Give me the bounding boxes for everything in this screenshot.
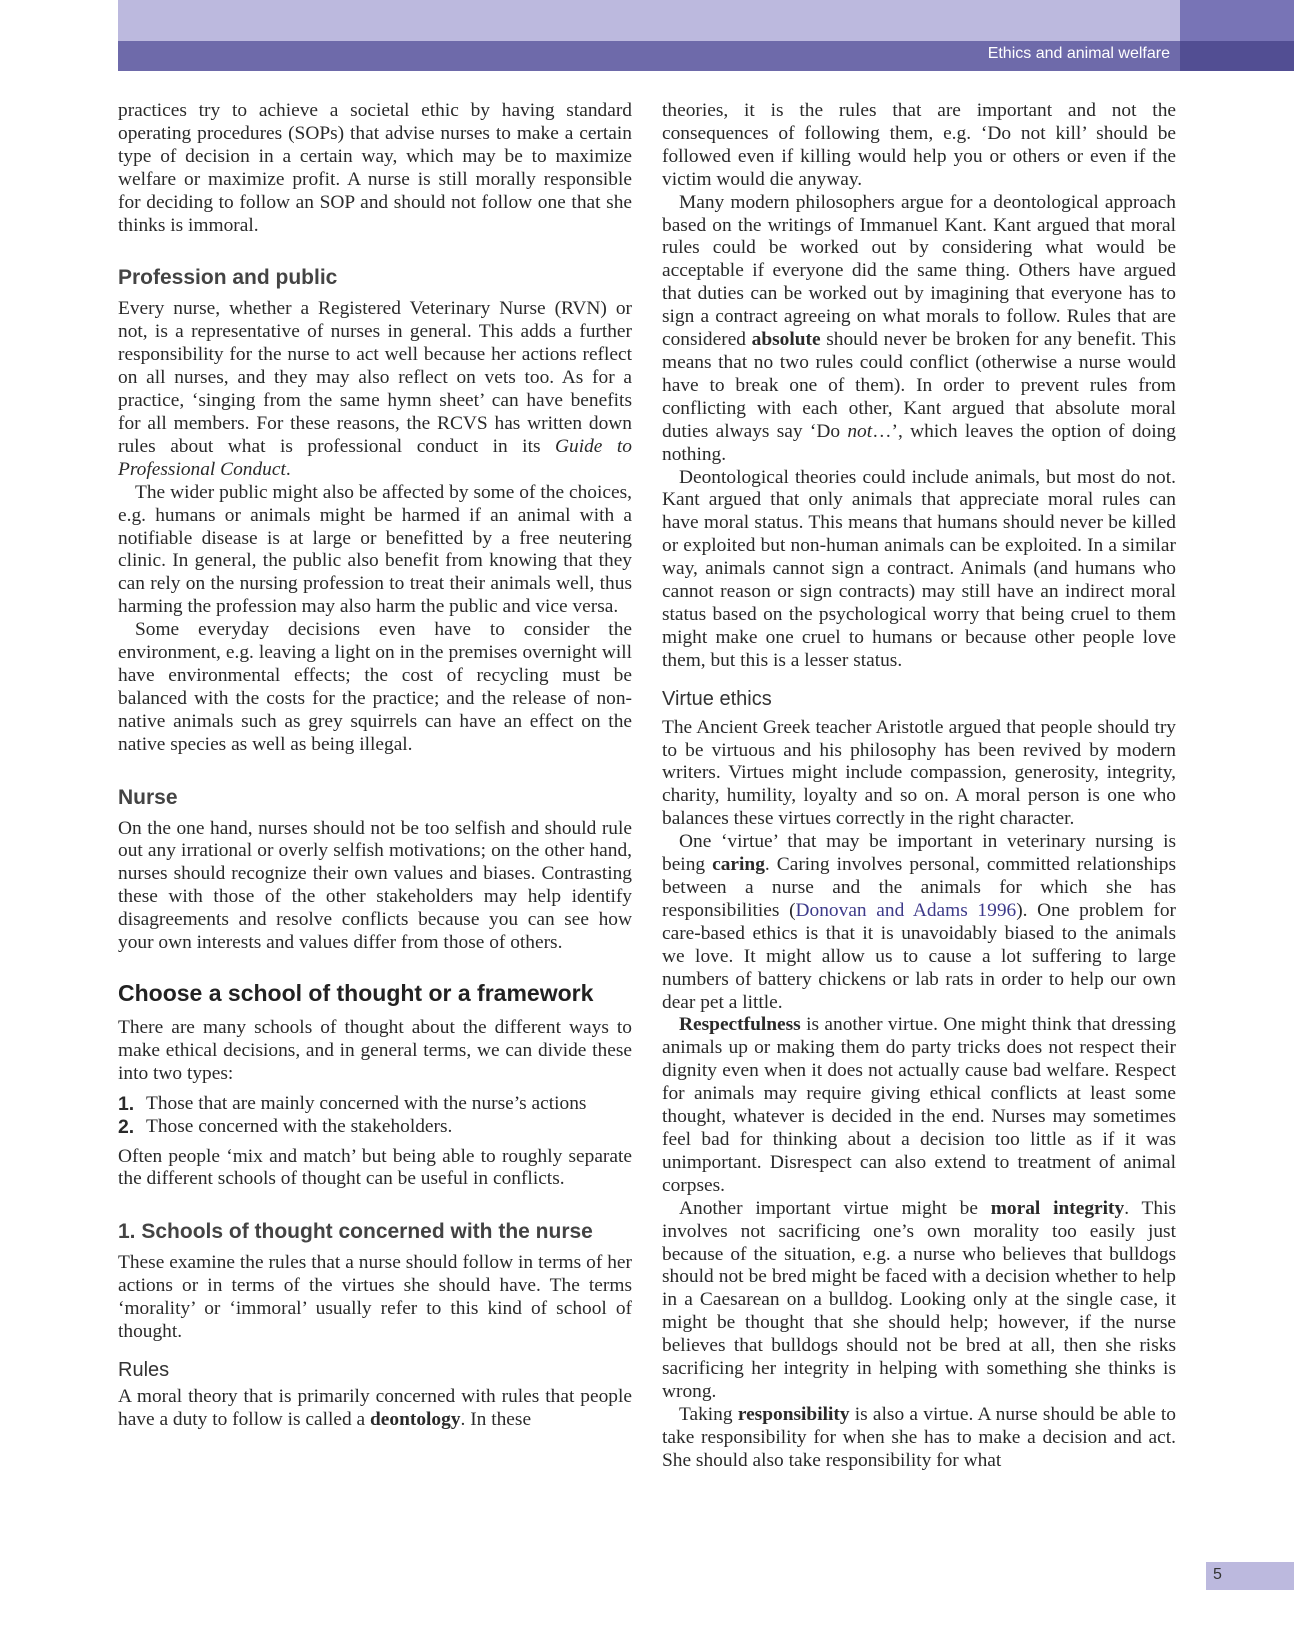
header-corner-strip	[1180, 41, 1294, 71]
paragraph-caring: One ‘virtue’ that may be important in veterinary nursing is being caring. Caring involves personal, committed relationships between a nurse and the animals for which she has responsibilities (Donovan and Adams 1996). One problem for care-based ethics is that it is unavoidably biased to the animals we love. It might allow us to cause a lot suffering to large numbers of battery chickens or lab rats in order to help our own dear pet a little.	[662, 831, 1177, 1013]
page-number: 5	[1213, 1566, 1222, 1583]
heading-profession-and-public: Profession and public	[118, 266, 338, 290]
paragraph-rules: A moral theory that is primarily concerned with rules that people have a duty to follow is called a deontology. In these	[118, 1385, 632, 1430]
paragraph-profession-2: The wider public might also be affected by some of the choices, e.g. humans or animals might be harmed if an animal with a notifiable disease is at large or benefitted by a free neutering clinic. In general, the public also benefit from knowing that they can rely on the nursing profession to treat their animals well, thus harming the profession may also harm the public and vice versa.	[118, 481, 632, 618]
term-respectfulness: Respectfulness	[679, 1014, 801, 1036]
heading-virtue-ethics: Virtue ethics	[662, 687, 772, 710]
heading-rules: Rules	[118, 1358, 170, 1381]
paragraph-responsibility: Taking responsibility is also a virtue. A nurse should be able to take responsibility for when she has to make a decision and act. She should also take responsibility for what	[662, 1403, 1176, 1471]
term-absolute: absolute	[751, 329, 821, 351]
running-head: Ethics and animal welfare	[987, 45, 1170, 62]
paragraph-choose: There are many schools of thought about the different ways to make ethical decisions, and in general terms, we can divide these into two types:	[118, 1017, 632, 1084]
paragraph-integrity: Another important virtue might be moral integrity. This involves not sacrificing one’s own morality too easily just because of the situation, e.g. a nurse who believes that bulldogs should not be bred might be faced with a decision whether to help in a Caesarean on a bulldog. Looking only at the single case, it might be thought that she should help; however, if the nurse believes that bulldogs should not be bred at all, then she risks sacrificing her integrity in helping with something she thinks is wrong.	[662, 1197, 1177, 1402]
paragraph-deontological: Deontological theories could include animals, but most do not. Kant argued that only animals that appreciate moral rules can have moral status. This means that humans should never be killed or exploited but non-human animals can be exploited. In a similar way, animals cannot sign a contract. Animals (and humans who cannot reason or sign contracts) may still have an indirect moral status based on the psychological worry that being cruel to them might make one cruel to humans or because other people love them, but this is a lesser status.	[662, 466, 1176, 671]
paragraph-mix-and-match: Often people ‘mix and match’ but being able to roughly separate the different schools of thought can be useful in conflicts.	[118, 1145, 632, 1190]
citation-link[interactable]: Donovan and Adams 1996	[795, 899, 1017, 921]
heading-nurse: Nurse	[118, 785, 178, 809]
paragraph-sop: practices try to achieve a societal ethic by having standard operating procedures (SOPs) that advise nurses to make a certain type of decision in a certain way, which may be to maximize welfare or maximize profit. A nurse is still morally responsible for deciding to follow an SOP and should not follow one that she thinks is immoral.	[118, 100, 632, 236]
term-caring: caring	[712, 854, 765, 876]
paragraph-theories: theories, it is the rules that are important and not the consequences of following them, e.g. ‘Do not kill’ should be followed even if killing would help you or others or even if the victim would die anyway.	[662, 100, 1176, 190]
term-deontology: deontology	[370, 1408, 461, 1430]
right-column	[662, 100, 1176, 1473]
paragraph-virtue: The Ancient Greek teacher Aristotle argued that people should try to be virtuous and his philosophy has been revived by modern writers. Virtues might include compassion, generosity, integrity, charity, humility, loyalty and so on. A moral person is one who balances these virtues correctly in the right character.	[662, 716, 1176, 830]
list-item: 2. Those concerned with the stakeholders.	[118, 1115, 453, 1138]
heading-schools-nurse: 1. Schools of thought concerned with the nurse	[118, 1220, 593, 1244]
list-item: 1. Those that are mainly concerned with the nurse’s actions	[118, 1092, 587, 1115]
paragraph-profession-3: Some everyday decisions even have to consider the environment, e.g. leaving a light on in the premises overnight will have environmental effects; the cost of recycling must be balanced with the costs for the practice; and the release of non-native animals such as grey squirrels can have an effect on the native species as well as being illegal.	[118, 619, 632, 755]
left-column	[118, 100, 632, 1432]
term-responsibility: responsibility	[737, 1403, 850, 1425]
term-moral-integrity: moral integrity	[990, 1197, 1125, 1219]
paragraph-nurse: On the one hand, nurses should not be too selfish and should rule out any irrational or overly selfish motivations; on the other hand, nurses should recognize their own values and biases. Contrasting these with those of the other stakeholders may help identify disagreements and resolve conflicts because you can see how your own interests and values differ from those of others.	[118, 817, 632, 954]
heading-choose-school: Choose a school of thought or a framework	[118, 980, 594, 1006]
paragraph-respectfulness: Respectfulness is another virtue. One might think that dressing animals up or making them do party tricks does not respect their dignity even when it does not actually cause bad welfare. Respect for animals may require giving ethical conflicts at least some thought, whatever is decided in the end. Nurses may sometimes feel bad for thinking about a decision too little as if it was unimportant. Disrespect can also extend to treatment of animal corpses.	[662, 1014, 1176, 1196]
guide-title: Guide to Professional Conduct	[118, 435, 632, 480]
paragraph-kant: Many modern philosophers argue for a deontological approach based on the writings of Immanuel Kant. Kant argued that moral rules could be worked out by considering what would be acceptable if everyone did the same thing. Others have argued that duties can be worked out by imagining that everyone has to sign a contract agreeing on what morals to follow. Rules that are considered absolute should never be broken for any benefit. This means that no two rules could conflict (otherwise a nurse would have to break one of them). In order to prevent rules from conflicting with each other, Kant argued that absolute moral duties always say ‘Do not…’, which leaves the option of doing nothing.	[662, 191, 1177, 465]
paragraph-schools: These examine the rules that a nurse should follow in terms of her actions or in terms of the virtues she should have. The terms ‘morality’ or ‘immoral’ usually refer to this kind of school of thought.	[118, 1252, 632, 1343]
paragraph-profession-1: Every nurse, whether a Registered Veterinary Nurse (RVN) or not, is a representative of nurses in general. This adds a further responsibility for the nurse to act well because her actions reflect on all nurses, and they may also reflect on vets too. As for a practice, ‘singing from the same hymn sheet’ can have benefits for all members. For these reasons, the RCVS has written down rules about what is professional conduct in its Guide to Professional Conduct.	[118, 298, 632, 480]
types-list	[118, 1093, 632, 1139]
